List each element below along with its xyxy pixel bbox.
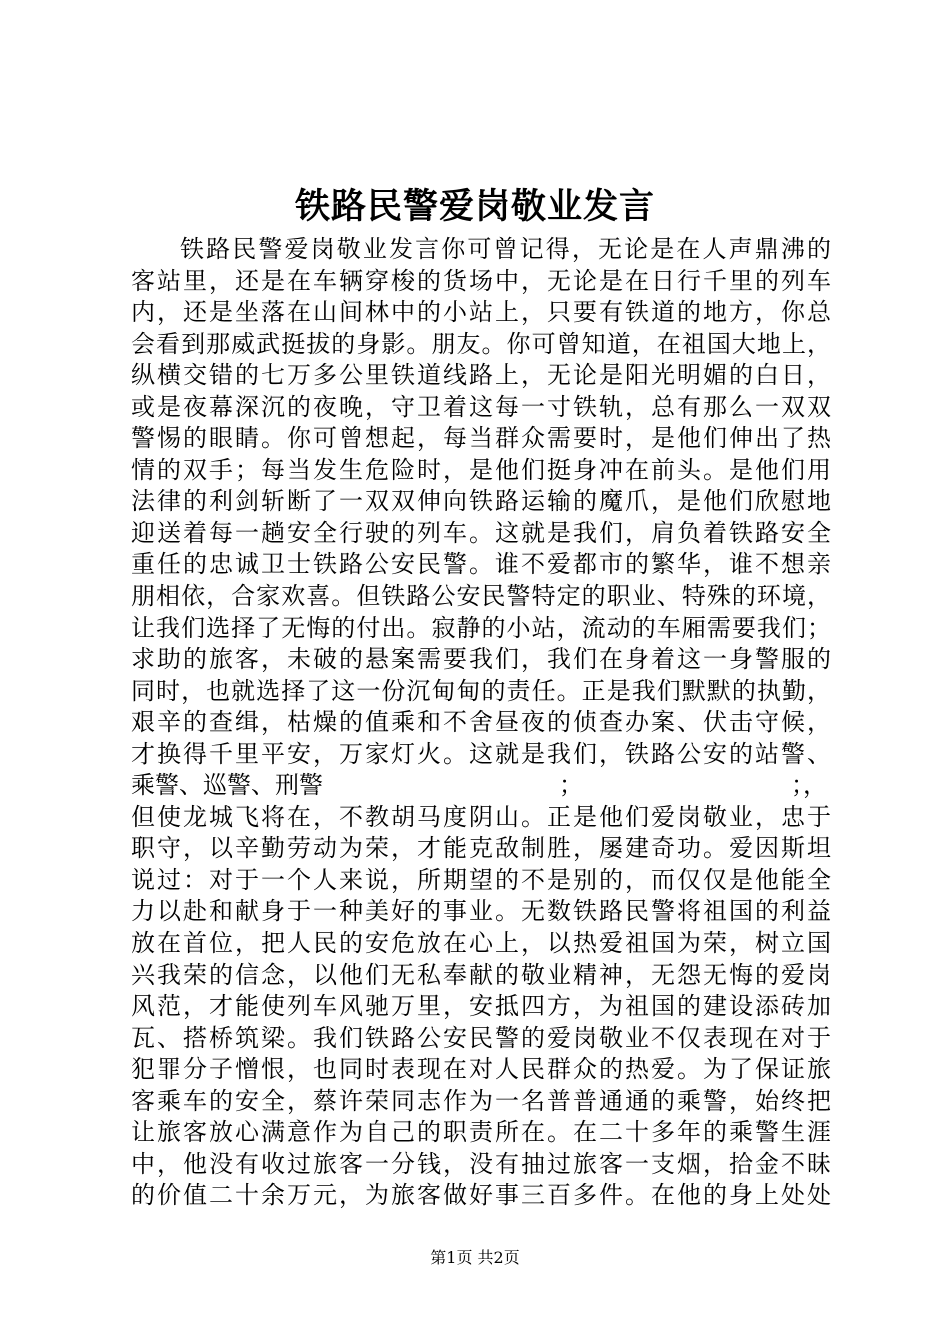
body-line: 警惕的眼睛。你可曾想起，每当群众需要时，是他们伸出了热 <box>131 424 831 453</box>
body-line: 客乘车的安全，蔡许荣同志作为一名普普通通的乘警，始终把 <box>131 1086 831 1115</box>
body-line: 或是夜幕深沉的夜晚，守卫着这每一寸铁轨，总有那么一双双 <box>131 392 831 421</box>
body-line: 职守，以辛勤劳动为荣，才能克敌制胜，屡建奇功。爱因斯坦 <box>131 834 831 863</box>
body-line: 法律的利剑斩断了一双双伸向铁路运输的魔爪，是他们欣慰地 <box>131 487 831 516</box>
body-line: 纵横交错的七万多公里铁道线路上，无论是阳光明媚的白日， <box>131 361 831 390</box>
split-body-line <box>131 770 831 802</box>
body-line: 朋相依，合家欢喜。但铁路公安民警特定的职业、特殊的环境， <box>131 582 831 611</box>
page-number-footer: 第1页 共2页 <box>430 1248 520 1267</box>
body-line: 但使龙城飞将在，不教胡马度阴山。正是他们爱岗敬业，忠于 <box>131 802 831 831</box>
body-line: 瓦、搭桥筑梁。我们铁路公安民警的爱岗敬业不仅表现在对于 <box>131 1023 831 1052</box>
body-line: 力以赴和献身于一种美好的事业。无数铁路民警将祖国的利益 <box>131 897 831 926</box>
body-line: 同时，也就选择了这一份沉甸甸的责任。正是我们默默的执勤， <box>131 676 831 705</box>
body-line: 重任的忠诚卫士铁路公安民警。谁不爱都市的繁华，谁不想亲 <box>131 550 831 579</box>
body-line: 风范，才能使列车风驰万里，安抵四方，为祖国的建设添砖加 <box>131 992 831 1021</box>
body-line: 迎送着每一趟安全行驶的列车。这就是我们，肩负着铁路安全 <box>131 518 831 547</box>
document-body <box>131 234 831 1212</box>
body-line: 让我们选择了无悔的付出。寂静的小站，流动的车厢需要我们； <box>131 613 831 642</box>
body-line: 艰辛的查缉，枯燥的值乘和不舍昼夜的侦查办案、伏击守候， <box>131 708 831 737</box>
body-line: 兴我荣的信念，以他们无私奉献的敬业精神，无怨无悔的爱岗 <box>131 960 831 989</box>
body-line: 中，他没有收过旅客一分钱，没有抽过旅客一支烟，拾金不昧 <box>131 1149 831 1178</box>
split-line-right: ；， <box>791 771 827 800</box>
body-line: 铁路民警爱岗敬业发言你可曾记得，无论是在人声鼎沸的 <box>180 235 831 263</box>
body-line: 说过：对于一个人来说，所期望的不是别的，而仅仅是他能全 <box>131 865 831 894</box>
body-line: 的价值二十余万元，为旅客做好事三百多件。在他的身上处处 <box>131 1181 831 1210</box>
body-line: 会看到那威武挺拔的身影。朋友。你可曾知道，在祖国大地上， <box>131 329 831 358</box>
body-line: 情的双手；每当发生危险时，是他们挺身冲在前头。是他们用 <box>131 455 831 484</box>
split-line-middle: ； <box>559 771 583 800</box>
document-title: 铁路民警爱岗敬业发言 <box>294 186 655 227</box>
body-line: 求助的旅客，未破的悬案需要我们，我们在身着这一身警服的 <box>131 645 831 674</box>
body-line: 才换得千里平安，万家灯火。这就是我们，铁路公安的站警、 <box>131 739 831 768</box>
body-line: 让旅客放心满意作为自己的职责所在。在二十多年的乘警生涯 <box>131 1118 831 1147</box>
split-line-left: 乘警、巡警、刑警 <box>131 771 323 800</box>
body-line: 犯罪分子憎恨，也同时表现在对人民群众的热爱。为了保证旅 <box>131 1055 831 1084</box>
body-line: 放在首位，把人民的安危放在心上，以热爱祖国为荣，树立国 <box>131 929 831 958</box>
body-line: 客站里，还是在车辆穿梭的货场中，无论是在日行千里的列车 <box>131 266 831 295</box>
body-line: 内，还是坐落在山间林中的小站上，只要有铁道的地方，你总 <box>131 298 831 327</box>
